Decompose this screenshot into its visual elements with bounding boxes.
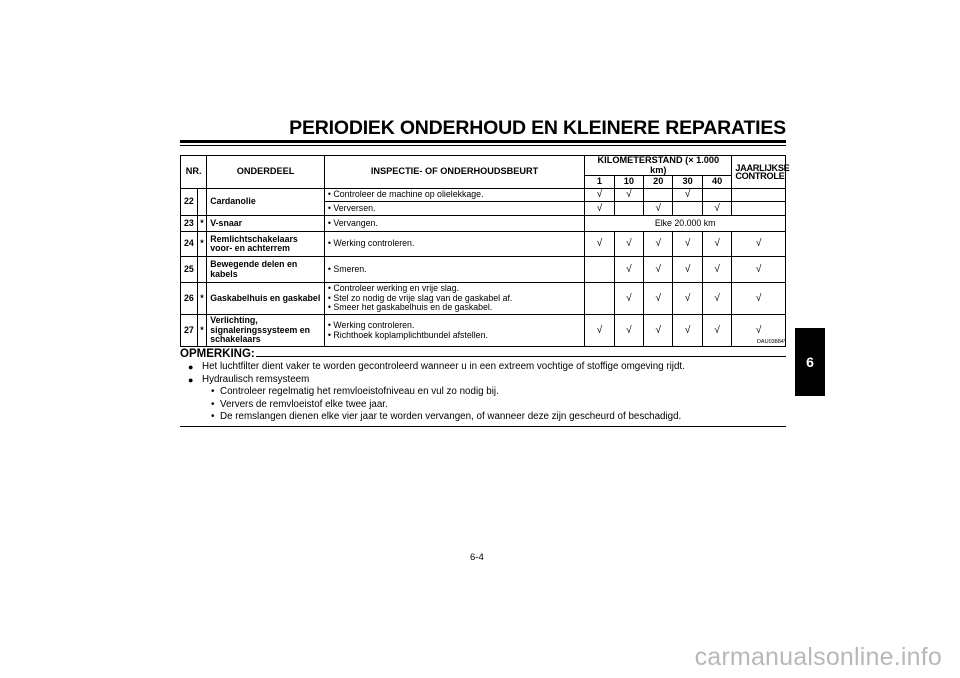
check-cell: √ [644, 232, 673, 257]
note-item [188, 361, 786, 374]
title-rule [180, 140, 786, 143]
check-cell: √ [614, 189, 643, 202]
row-number: 26 [181, 283, 198, 315]
header-annual [732, 156, 790, 189]
notes-rule [180, 426, 786, 427]
row-part: V-snaar [207, 216, 325, 232]
check-cell: √ [702, 257, 731, 283]
check-cell: √ [673, 283, 702, 315]
check-cell [614, 202, 643, 216]
notes-list [188, 361, 786, 424]
bullet-dot-icon: ● [188, 362, 194, 372]
page-number: 6-4 [470, 552, 484, 563]
header-km-col: 10 [614, 176, 643, 189]
check-cell: √ [673, 232, 702, 257]
check-cell: √ [673, 257, 702, 283]
note-subtext: Controleer regelmatig het remvloeistofniveau en vul zo nodig bij. [220, 386, 499, 398]
header-nr: NR. [181, 156, 207, 189]
row-star: * [197, 315, 206, 347]
inspection-line: • Controleer werking en vrije slag. [327, 283, 460, 294]
check-cell: √ [585, 189, 614, 202]
check-cell: √ [702, 202, 731, 216]
check-cell: √ [644, 257, 673, 283]
row-inspection [324, 283, 584, 315]
check-cell [585, 283, 614, 315]
table-row [181, 232, 786, 257]
header-km-col: 1 [585, 176, 614, 189]
row-number: 24 [181, 232, 198, 257]
row-part: Bewegende delen en kabels [207, 257, 325, 283]
inspection-line: • Verversen. [327, 202, 376, 213]
header-km-col: 40 [702, 176, 731, 189]
row-star [197, 189, 206, 216]
check-cell: √ [732, 232, 786, 257]
check-cell: √ [732, 283, 786, 315]
check-cell: √ [673, 315, 702, 347]
check-cell [644, 189, 673, 202]
interval-span: Elke 20.000 km [585, 216, 786, 232]
check-cell: √ [585, 202, 614, 216]
watermark[interactable]: carmanualsonline.info [694, 643, 942, 671]
note-item [188, 374, 786, 387]
header-km-col: 20 [644, 176, 673, 189]
check-cell: √ [644, 283, 673, 315]
inspection-line: • Stel zo nodig de vrije slag van de gaskabel af. [327, 292, 513, 303]
row-inspection [324, 232, 584, 257]
inspection-line: • Vervangen. [327, 217, 378, 228]
note-subtext: De remslangen dienen elke vier jaar te worden vervangen, of wanneer deze zijn gescheurd of beschadigd. [220, 411, 682, 423]
note-heading-rule [256, 356, 786, 357]
table-row [181, 216, 786, 232]
row-star: * [197, 283, 206, 315]
document-code: DAU03884* [756, 339, 786, 345]
row-star: * [197, 216, 206, 232]
check-cell: √ [702, 315, 731, 347]
check-cell [673, 202, 702, 216]
check-cell: √ [732, 257, 786, 283]
note-heading: OPMERKING: [180, 348, 255, 360]
maintenance-table [180, 155, 790, 347]
check-cell: √ [614, 315, 643, 347]
row-number: 23 [181, 216, 198, 232]
header-annual-line-1: JAARLIJKSE [735, 162, 790, 173]
inspection-line: • Werking controleren. [327, 238, 415, 249]
check-cell: √ [644, 315, 673, 347]
check-cell: √ [702, 232, 731, 257]
inspection-line: • Richthoek koplamplichtbundel afstellen. [327, 329, 488, 340]
check-cell: √ [673, 189, 702, 202]
check-cell: √ [614, 257, 643, 283]
note-subtext: Ververs de remvloeistof elke twee jaar. [220, 398, 388, 410]
inspection-line: • Controleer de machine op olielekkage. [327, 189, 484, 200]
row-number: 22 [181, 189, 198, 216]
header-annual-line-2: CONTROLE [735, 171, 785, 181]
check-cell: √ [585, 315, 614, 347]
check-cell: √ [614, 232, 643, 257]
inspection-line: • Smeer het gaskabelhuis en de gaskabel. [327, 302, 493, 313]
check-cell: √ [614, 283, 643, 315]
check-cell: √ [702, 283, 731, 315]
inspection-line: • Werking controleren. [327, 320, 415, 330]
row-part: Gaskabelhuis en gaskabel [207, 283, 325, 315]
table-row [181, 189, 786, 202]
bullet-small-icon: • [211, 411, 215, 423]
row-inspection [324, 216, 584, 232]
page-title: PERIODIEK ONDERHOUD EN KLEINERE REPARATIES [289, 117, 786, 139]
note-text: Het luchtfilter dient vaker te worden gecontroleerd wanneer u in een extreem vochtige of stoffige omgeving rijdt. [202, 361, 685, 372]
row-inspection [324, 189, 584, 202]
header-part: ONDERDEEL [207, 156, 325, 189]
check-cell: √ [644, 202, 673, 216]
check-cell: √ [732, 315, 786, 347]
bullet-small-icon: • [211, 386, 215, 398]
chapter-tab[interactable]: 6 [795, 328, 825, 396]
inspection-line: • Smeren. [327, 263, 367, 274]
row-star [197, 257, 206, 283]
note-subitem [188, 386, 786, 399]
note-subitem [188, 399, 786, 412]
check-cell [732, 189, 786, 202]
row-part: Cardanolie [207, 189, 325, 216]
note-text: Hydraulisch remsysteem [202, 373, 310, 385]
row-star: * [197, 232, 206, 257]
check-cell: √ [585, 232, 614, 257]
check-cell [702, 189, 731, 202]
row-number: 25 [181, 257, 198, 283]
row-inspection [324, 202, 584, 216]
row-part: Verlichting, signaleringssysteem en schakelaars [207, 315, 325, 347]
header-inspection: INSPECTIE- OF ONDERHOUDSBEURT [324, 156, 584, 189]
bullet-small-icon: • [211, 398, 215, 410]
check-cell [585, 257, 614, 283]
row-inspection [324, 257, 584, 283]
title-rule-thin [180, 145, 786, 146]
table-row [181, 283, 786, 315]
row-number: 27 [181, 315, 198, 347]
bullet-dot-icon: ● [188, 374, 194, 385]
header-km: KILOMETERSTAND (× 1.000 km) [585, 156, 732, 176]
header-km-col: 30 [673, 176, 702, 189]
note-subitem [188, 411, 786, 424]
row-part: Remlichtschakelaars voor- en achterrem [207, 232, 325, 257]
table-row [181, 257, 786, 283]
check-cell [732, 202, 786, 216]
